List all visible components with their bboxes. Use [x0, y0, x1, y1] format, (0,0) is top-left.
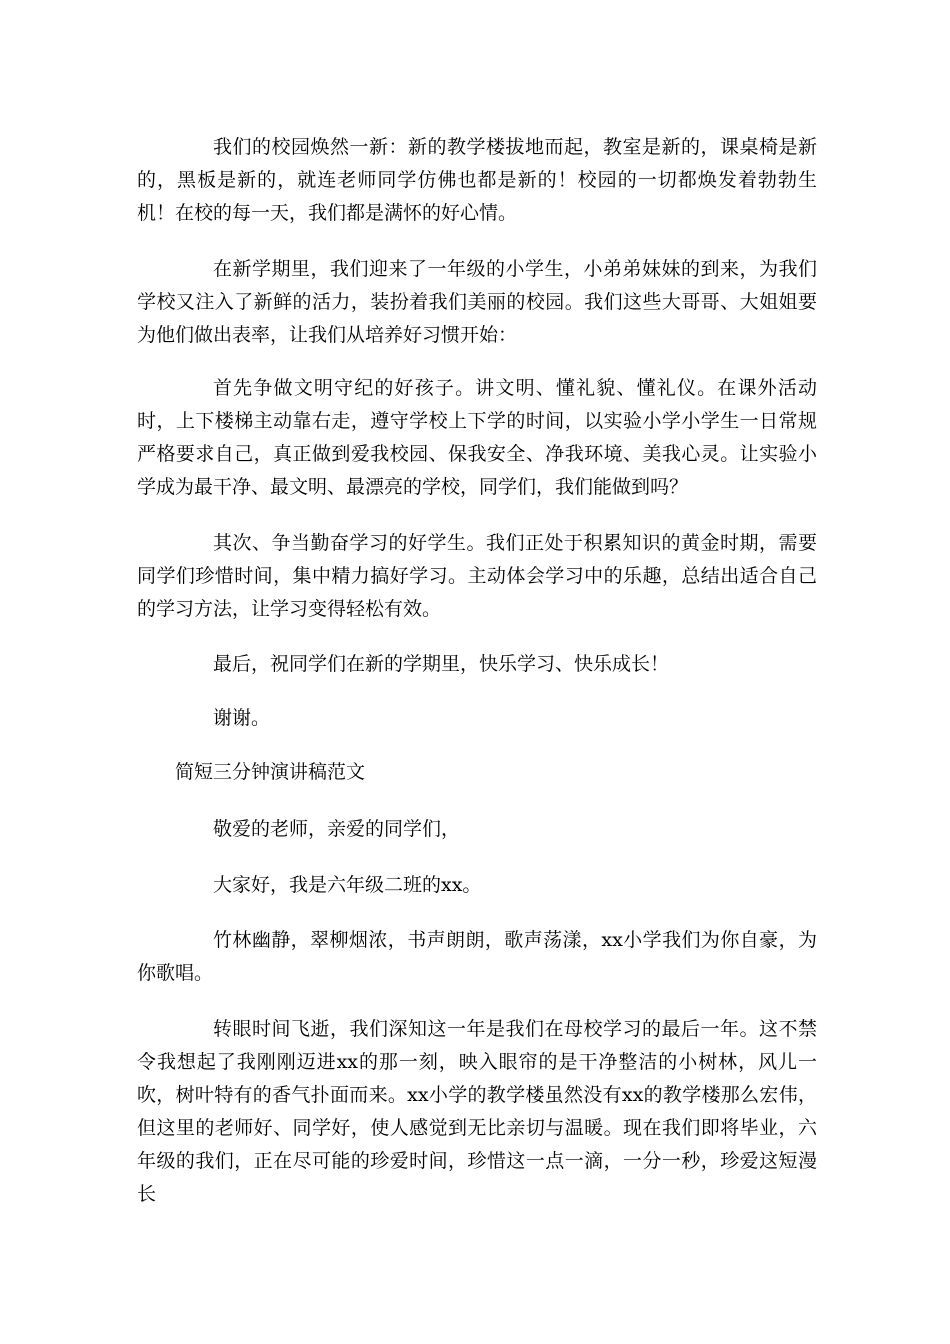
paragraph-campus-renewed: 我们的校园焕然一新：新的教学楼拔地而起，教室是新的，课桌椅是新的，黑板是新的，就连老师同学仿佛也都是新的！校园的一切都焕发着勃勃生机！在校的每一天，我们都是满怀的好心情。 [137, 136, 817, 224]
section-heading: 简短三分钟演讲稿范文 [175, 761, 366, 783]
paragraph-thanks: 谢谢。 [213, 707, 271, 729]
paragraph-salutation: 敬爱的老师，亲爱的同学们， [213, 818, 461, 840]
paragraph-finally-wishes: 最后，祝同学们在新的学期里，快乐学习、快乐成长！ [213, 653, 670, 675]
paragraph-time-flies: 转眼时间飞逝，我们深知这一年是我们在母校学习的最后一年。这不禁令我想起了我刚刚迈进xx的那一刻，映入眼帘的是干净整洁的小树林，风儿一吹，树叶特有的香气扑面而来。xx小学的教学楼虽然没有xx的教学楼那么宏伟，但这里的老师好、同学好，使人感觉到无比亲切与温暖。现在我们即将毕业，六年级的我们，正在尽可能的珍爱时间，珍惜这一点一滴，一分一秒，珍爱这短漫长 [137, 1018, 817, 1205]
paragraph-first-civilized: 首先争做文明守纪的好孩子。讲文明、懂礼貌、懂礼仪。在课外活动时，上下楼梯主动靠右走，遵守学校上下学的时间，以实验小学小学生一日常规严格要求自己，真正做到爱我校园、保我安全、净我环境、美我心灵。让实验小学成为最干净、最文明、最漂亮的学校，同学们，我们能做到吗？ [137, 377, 817, 498]
paragraph-new-students: 在新学期里，我们迎来了一年级的小学生，小弟弟妹妹的到来，为我们学校又注入了新鲜的活力，装扮着我们美丽的校园。我们这些大哥哥、大姐姐要为他们做出表率，让我们从培养好习惯开始： [137, 258, 817, 346]
paragraph-greeting: 大家好，我是六年级二班的xx。 [213, 874, 482, 896]
paragraph-bamboo: 竹林幽静，翠柳烟浓，书声朗朗，歌声荡漾，xx小学我们为你自豪，为你歌唱。 [137, 929, 817, 984]
paragraph-second-study: 其次、争当勤奋学习的好学生。我们正处于积累知识的黄金时期，需要同学们珍惜时间，集中精力搞好学习。主动体会学习中的乐趣，总结出适合自己的学习方法，让学习变得轻松有效。 [137, 532, 817, 620]
